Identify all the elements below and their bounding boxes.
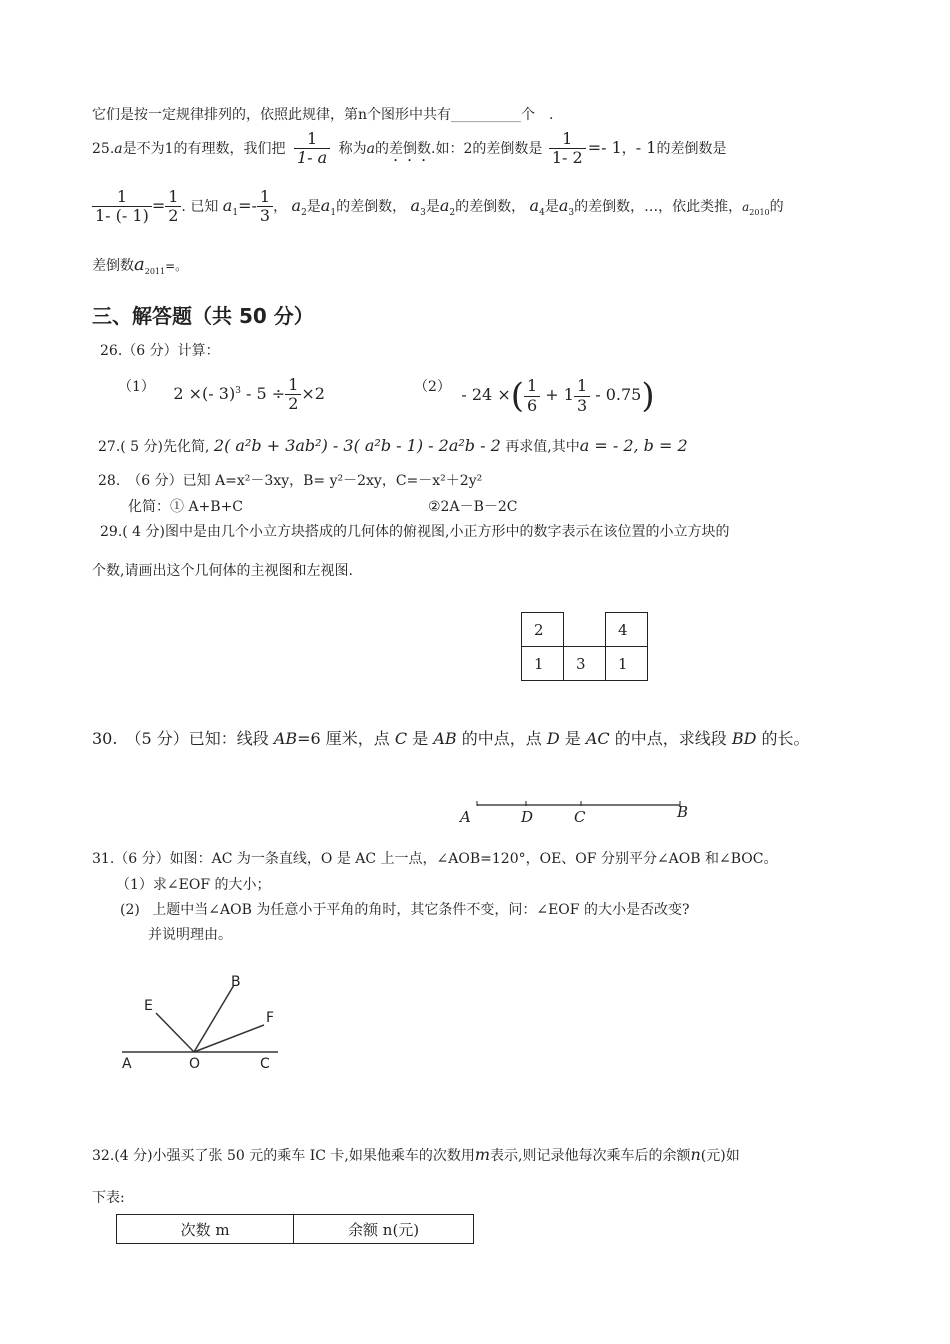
top-view-grid	[521, 612, 648, 681]
grid-cell: 2	[522, 613, 564, 647]
equation: =-	[238, 195, 257, 215]
q25-text: 是	[425, 198, 440, 215]
q31-sub2-cont: 并说明理由。	[148, 927, 232, 943]
left-paren: (	[510, 376, 524, 416]
subscript: 1	[330, 207, 337, 218]
var-n: n	[690, 1145, 701, 1164]
expr: - 5 ÷	[240, 383, 286, 403]
q30-text: 的长。	[756, 729, 810, 748]
expr: 2 ×(- 3)	[173, 383, 236, 403]
q25-text: . 已知	[181, 198, 219, 215]
q31-sub2-label: (2)	[120, 902, 140, 918]
q25-text: 是	[544, 198, 559, 215]
frac-den: 3	[576, 395, 588, 415]
a2: a	[291, 195, 302, 215]
a2010: a	[742, 199, 750, 214]
frac-den: 1- a	[297, 148, 328, 168]
expr: - 24 ×	[461, 385, 511, 404]
neg-one: - 1	[635, 137, 657, 157]
q25-text: 是不为1的有理数，我们把	[122, 140, 286, 157]
part-label: （1）	[118, 379, 155, 395]
q27-condition: a = - 2, b = 2	[579, 436, 688, 455]
q30-text: =6 厘米，点	[297, 729, 395, 748]
table-header-count: 次数 m	[117, 1215, 294, 1244]
segment-bd: BD	[731, 729, 757, 748]
question-30	[92, 726, 810, 749]
subscript: 3	[420, 207, 426, 218]
point-c: C	[394, 729, 408, 748]
fraction-1-over-1-minus-neg1	[92, 188, 152, 226]
frac-num: 1	[524, 377, 540, 396]
q26-part2	[414, 376, 655, 416]
label-c: C	[260, 1056, 270, 1072]
q32-text: 表示,则记录他每次乘车后的余额	[490, 1148, 691, 1164]
q25-text: 的	[375, 140, 390, 157]
label-e: E	[144, 998, 153, 1014]
frac-den: 6	[526, 395, 538, 415]
segment-ab: AB	[433, 729, 457, 748]
q25-text: ，	[273, 198, 288, 215]
top-line	[92, 104, 553, 124]
frac-num: 1	[285, 376, 301, 395]
q27-expression: 2( a²b + 3ab²) - 3( a²b - 1) - 2a²b - 2	[213, 436, 501, 455]
frac-den: 1- (- 1)	[95, 206, 149, 226]
q30-text: 是	[559, 729, 586, 748]
label-b: B	[231, 974, 241, 990]
q25-text: 的差倒数，…，依此类推，	[574, 198, 743, 215]
label-f: F	[266, 1010, 275, 1026]
top-line-end: 个 .	[521, 107, 554, 123]
a2: a	[439, 195, 450, 215]
q31-sub2-text: 上题中当∠AOB 为任意小于平角的角时，其它条件不变，问：∠EOF 的大小是否改变?	[152, 902, 690, 918]
ray-of	[194, 1025, 264, 1052]
q28-sub2: ②2A－B－2C	[428, 499, 518, 515]
q30-text: 30. （5 分）已知：线段	[92, 729, 274, 748]
label-a: A	[460, 808, 471, 826]
frac-den: 2	[168, 206, 179, 226]
equals: =	[151, 195, 166, 215]
frac-den: 1- 2	[551, 148, 583, 168]
q30-text: 的中点，点	[456, 729, 547, 748]
equation: =- 1	[587, 137, 622, 157]
segment-ab: AB	[273, 729, 298, 748]
question-28: 28. （6 分）已知 A=x²－3xy，B= y²－2xy，C=－x²＋2y²	[98, 473, 483, 489]
q31-sub1: （1）求∠EOF 的大小；	[116, 877, 271, 893]
label-a: A	[122, 1056, 132, 1072]
ray-oe	[156, 1013, 194, 1052]
right-paren: )	[641, 376, 655, 416]
fraction-one-third	[257, 188, 273, 226]
fraction-1-over-1-minus-a	[294, 130, 330, 168]
table-header-balance: 余额 n(元)	[294, 1215, 474, 1244]
question-29-line2: 个数,请画出这个几何体的主视图和左视图.	[92, 563, 353, 579]
subscript: 1	[232, 207, 239, 218]
q32-text: (元)如	[700, 1148, 740, 1164]
a2011: a	[134, 254, 145, 275]
answer-blank: __________	[451, 107, 522, 123]
frac-num: 1	[574, 377, 590, 396]
q27-label: 27.( 5 分)先化简,	[98, 439, 210, 455]
question-32-line2: 下表:	[92, 1190, 125, 1206]
fraction-one-half	[165, 188, 181, 226]
subscript: 3	[568, 207, 575, 218]
fraction-one-sixth	[524, 377, 540, 415]
expr: ×2	[301, 383, 325, 403]
label-d: D	[521, 808, 534, 826]
q25-text: 称为	[338, 140, 367, 157]
grid-cell: 1	[522, 647, 564, 681]
top-line-text: 它们是按一定规律排列的，依照此规律，第n个图形中共有	[92, 107, 452, 123]
frac-den: 3	[259, 206, 271, 226]
question-27	[98, 436, 688, 456]
expr: + 1	[540, 385, 574, 404]
question-25-line2	[92, 188, 784, 226]
var-m: m	[474, 1145, 491, 1164]
subscript: 2010	[749, 207, 770, 217]
point-d: D	[546, 729, 560, 748]
question-32-line1	[92, 1145, 740, 1165]
frac-num: 1	[165, 188, 181, 207]
q25-text: 是	[306, 198, 321, 215]
q30-text: 的中点，求线段	[609, 729, 732, 748]
dotted-term: 差倒数	[389, 140, 432, 157]
fraction-one-third	[574, 377, 590, 415]
q31-sub2	[120, 899, 689, 919]
a1: a	[320, 195, 331, 215]
question-31-line1: 31.（6 分）如图：AC 为一条直线，O 是 AC 上一点，∠AOB=120°，OE、OF 分别平分∠AOB 和∠BOC。	[92, 851, 778, 867]
q26-part1	[118, 376, 325, 414]
var-a: a	[366, 140, 376, 157]
expr: - 0.75	[590, 385, 642, 404]
part-label: （2）	[414, 379, 451, 395]
q25-text: =。	[165, 259, 188, 273]
grid-cell-empty	[564, 613, 606, 647]
q25-text: 的差倒数，	[455, 198, 526, 215]
q25-text: 的差倒数是	[656, 140, 727, 157]
fraction-1-over-1-minus-2	[549, 130, 586, 168]
q25-text: 差倒数	[92, 258, 134, 274]
a1: a	[222, 195, 233, 215]
label-b: B	[677, 803, 689, 821]
grid-cell: 3	[564, 647, 606, 681]
segment-ac: AC	[585, 729, 610, 748]
fare-table	[116, 1214, 474, 1244]
frac-num: 1	[294, 130, 330, 149]
a4: a	[529, 195, 540, 215]
grid-cell: 1	[606, 647, 648, 681]
frac-num: 1	[549, 130, 586, 149]
q27-text: 再求值,其中	[505, 439, 580, 455]
ray-ob	[194, 985, 234, 1052]
frac-num: 1	[257, 188, 273, 207]
label-c: C	[574, 808, 586, 826]
q25-text: 的差倒数，	[336, 198, 407, 215]
q28-sub1: 化简：① A+B+C	[128, 499, 244, 515]
q32-text: 32.(4 分)小强买了张 50 元的乘车 IC 卡,如果他乘车的次数用	[92, 1148, 475, 1164]
fraction-one-half	[285, 376, 301, 414]
subscript: 2011	[144, 267, 166, 276]
subscript: 2	[301, 207, 307, 218]
var-a: a	[114, 140, 123, 157]
frac-den: 2	[288, 394, 299, 414]
grid-cell: 4	[606, 613, 648, 647]
q30-text: 是	[407, 729, 434, 748]
q25-number: 25.	[92, 140, 115, 157]
exponent: 3	[235, 386, 241, 397]
question-25-line3	[92, 254, 187, 276]
q25-text: .如：2的差倒数是	[431, 140, 543, 157]
subscript: 2	[449, 207, 456, 218]
frac-num: 1	[92, 188, 152, 207]
question-25-line1	[92, 130, 726, 168]
label-o: O	[189, 1056, 201, 1072]
q25-text: 的	[769, 198, 784, 215]
section-title: 三、解答题（共 50 分）	[92, 304, 314, 328]
q25-text: ，	[621, 140, 636, 157]
subscript: 4	[539, 207, 545, 218]
question-29-line1: 29.( 4 分)图中是由几个小立方块搭成的几何体的俯视图,小正方形中的数字表示在该位置的小立方块的	[100, 524, 730, 540]
a3: a	[410, 195, 421, 215]
question-26-label: 26.（6 分）计算：	[100, 343, 220, 359]
a3: a	[558, 195, 569, 215]
